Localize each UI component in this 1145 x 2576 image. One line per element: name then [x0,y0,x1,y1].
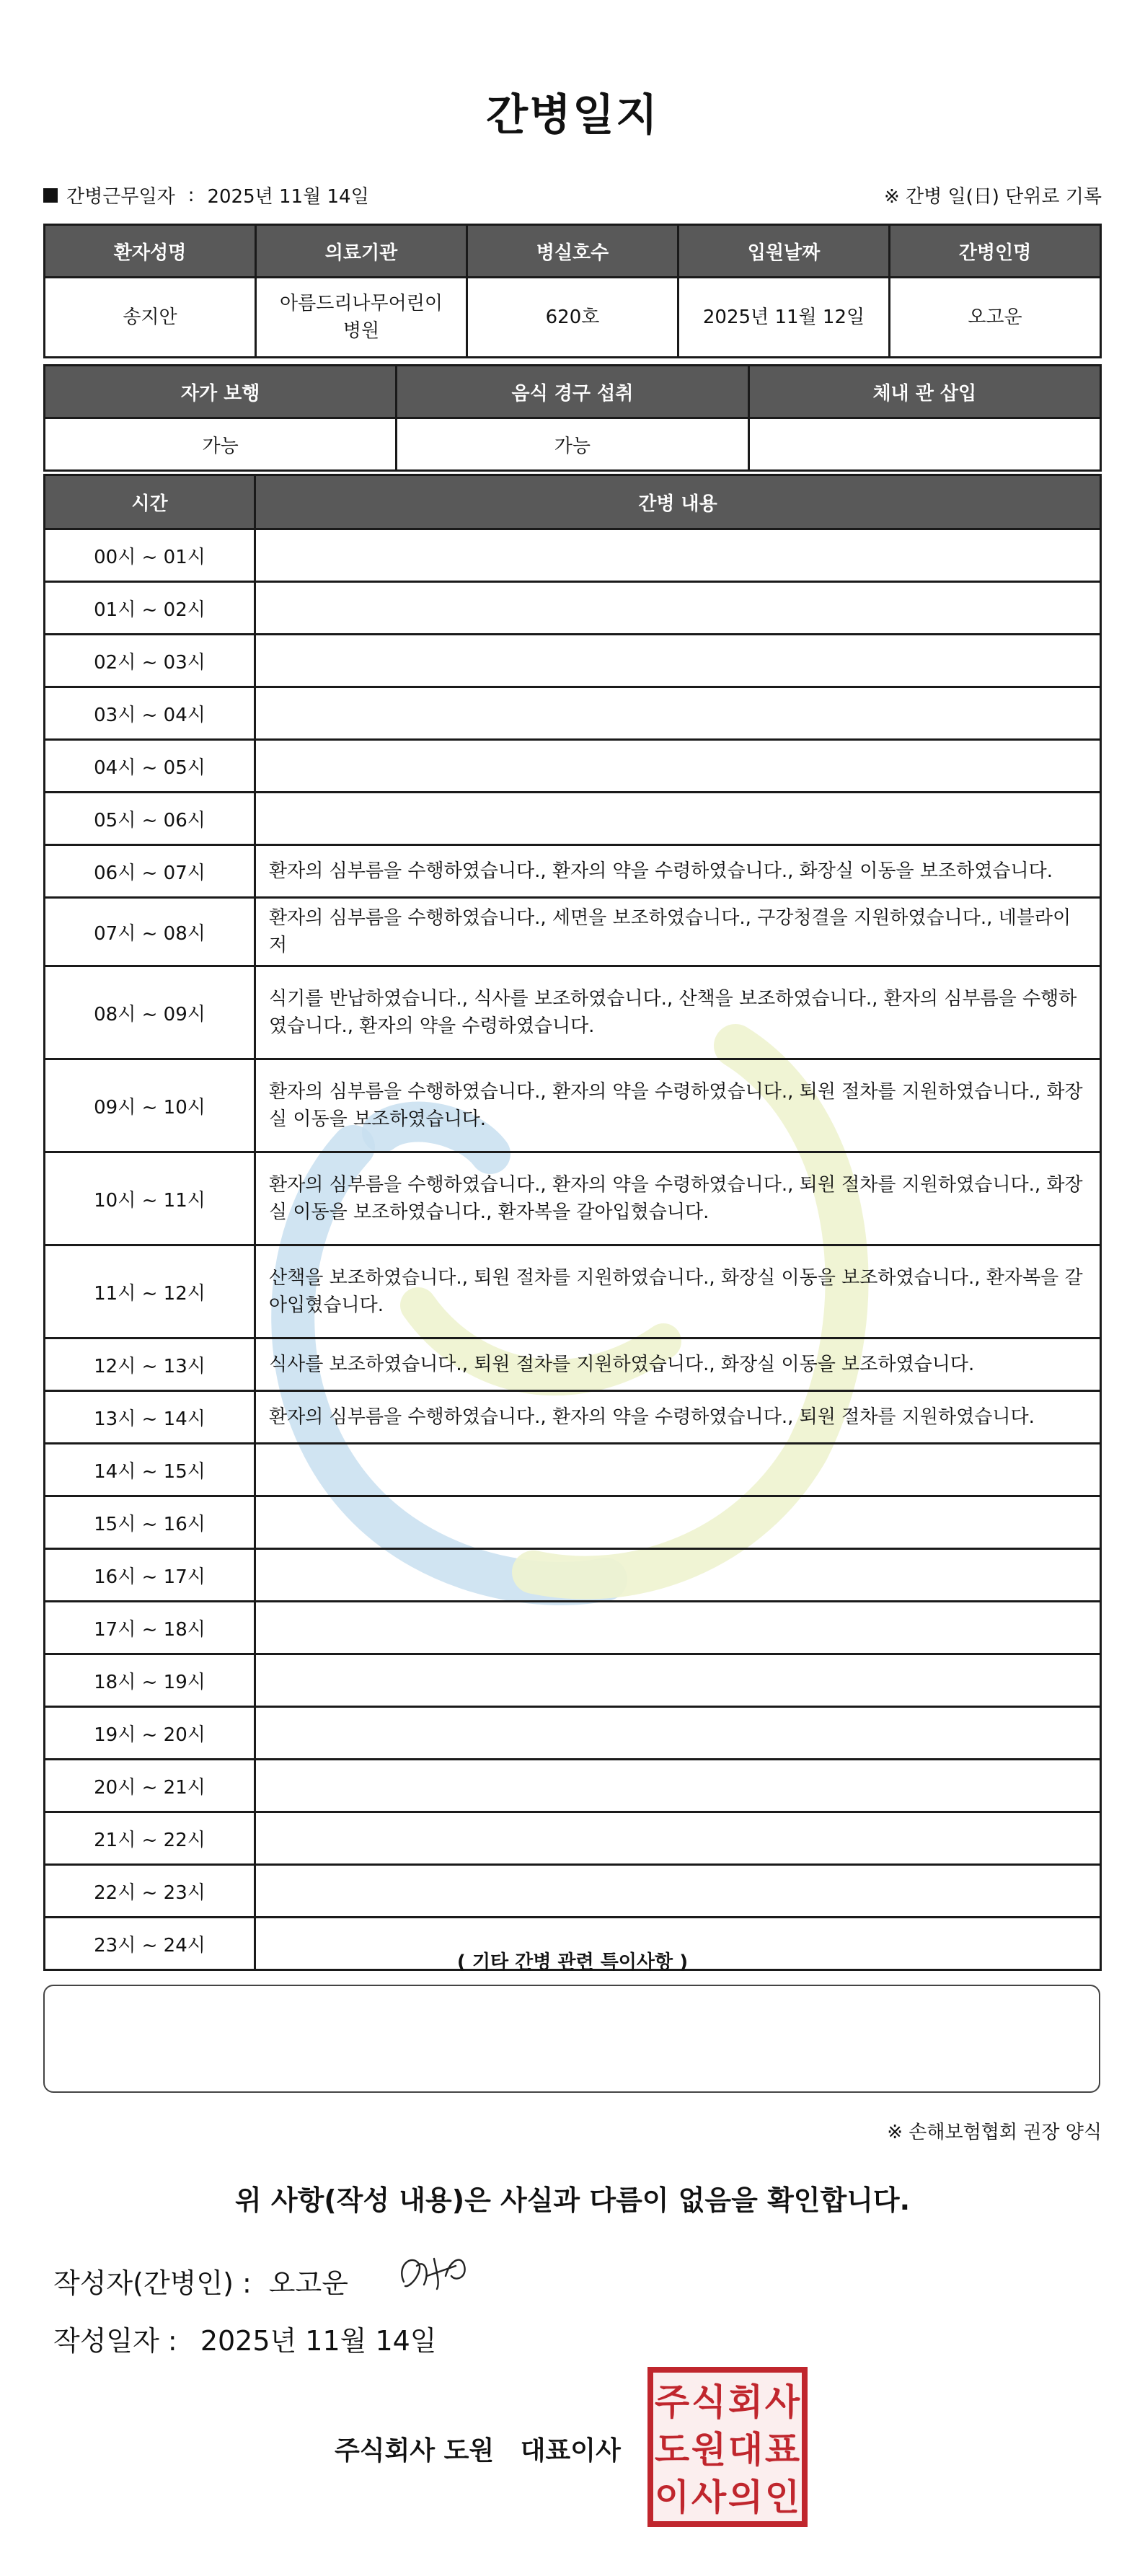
log-time-cell: 00시 ~ 01시 [45,529,255,582]
log-content-cell: 식기를 반납하였습니다., 식사를 보조하였습니다., 산책을 보조하였습니다., 환자의 심부름을 수행하였습니다., 환자의 약을 수령하였습니다. [255,966,1101,1059]
log-content-cell: 환자의 심부름을 수행하였습니다., 환자의 약을 수령하였습니다., 화장실 이동을 보조하였습니다. [255,845,1101,898]
table-row [45,1760,1101,1812]
table-row [45,1812,1101,1865]
log-content-cell [255,1812,1101,1865]
table-row [45,529,1101,582]
log-content-cell [255,635,1101,687]
table-row [45,1549,1101,1602]
log-time-cell: 06시 ~ 07시 [45,845,255,898]
table-row [45,793,1101,845]
log-content-cell [255,1707,1101,1760]
patient-status-table [43,364,1102,472]
hourly-care-log-table [43,474,1102,1971]
log-time-cell: 17시 ~ 18시 [45,1602,255,1654]
table-row [45,1654,1101,1707]
unit-note: ※ 간병 일(日) 단위로 기록 [883,186,1102,208]
seal-character: 이 [654,2476,690,2518]
log-content-cell: 환자의 심부름을 수행하였습니다., 환자의 약을 수령하였습니다., 퇴원 절차를 지원하였습니다., 화장실 이동을 보조하였습니다., 환자복을 갈아입혔습니다. [255,1152,1101,1245]
square-bullet-icon [43,188,58,203]
log-time-cell: 07시 ~ 08시 [45,898,255,966]
seal-character: 인 [764,2476,800,2518]
seal-character: 사 [691,2476,727,2518]
table-row [45,1152,1101,1245]
company-signature-line [335,2430,638,2467]
log-time-cell: 02시 ~ 03시 [45,635,255,687]
table-row [45,635,1101,687]
log-content-cell: 환자의 심부름을 수행하였습니다., 환자의 약을 수령하였습니다., 퇴원 절차를 지원하였습니다. [255,1391,1101,1444]
log-content-cell [255,1496,1101,1549]
table-row [45,1059,1101,1152]
header-oral-intake: 음식 경구 섭취 [397,366,748,418]
log-content-cell: 산책을 보조하였습니다., 퇴원 절차를 지원하였습니다., 화장실 이동을 보조하였습니다., 환자복을 갈아입혔습니다. [255,1245,1101,1338]
hospital-name: 아름드리나무어린이병원 [256,278,467,358]
header-walking: 자가 보행 [45,366,397,418]
header-admission-date: 입원날짜 [678,225,890,278]
work-date-line [43,182,369,208]
log-time-cell: 05시 ~ 06시 [45,793,255,845]
writer-name: 오고운 [268,2267,348,2299]
work-date-label: 간병근무일자 [66,186,175,208]
notes-title: ( 기타 간병 관련 특이사항 ) [456,1951,689,1973]
form-footnote: ※ 손해보험협회 권장 양식 [887,2122,1102,2143]
patient-info-table [43,224,1102,358]
log-content-cell [255,1760,1101,1812]
header-room-number: 병실호수 [467,225,678,278]
seal-character: 원 [691,2429,727,2471]
log-time-cell: 15시 ~ 16시 [45,1496,255,1549]
seal-character: 사 [764,2381,800,2423]
log-time-cell: 03시 ~ 04시 [45,687,255,740]
table-row [45,1444,1101,1496]
log-content-cell [255,529,1101,582]
written-date-label: 작성일자 : [53,2325,177,2357]
header-care-content: 간병 내용 [255,475,1101,529]
work-date-value: 2025년 11월 14일 [207,186,369,208]
log-content-cell: 환자의 심부름을 수행하였습니다., 환자의 약을 수령하였습니다., 퇴원 절차를 지원하였습니다., 화장실 이동을 보조하였습니다. [255,1059,1101,1152]
log-time-cell: 16시 ~ 17시 [45,1549,255,1602]
log-time-cell: 22시 ~ 23시 [45,1865,255,1918]
table-row [45,1338,1101,1391]
patient-name: 송지안 [45,278,256,358]
company-name: 주식회사 도원 [335,2436,495,2466]
seal-character: 회 [728,2381,764,2423]
seal-character: 식 [691,2381,727,2423]
log-content-cell: 식사를 보조하였습니다., 퇴원 절차를 지원하였습니다., 화장실 이동을 보조하였습니다. [255,1338,1101,1391]
log-table-body [45,529,1101,1970]
caregiver-name: 오고운 [890,278,1101,358]
walking-status: 가능 [45,418,397,471]
writer-label: 작성자(간병인) : [53,2267,252,2299]
log-time-cell: 11시 ~ 12시 [45,1245,255,1338]
oral-intake-status: 가능 [397,418,748,471]
tube-insertion-status [748,418,1100,471]
admission-date: 2025년 11월 12일 [678,278,890,358]
header-hospital: 의료기관 [256,225,467,278]
log-time-cell: 09시 ~ 10시 [45,1059,255,1152]
log-time-cell: 19시 ~ 20시 [45,1707,255,1760]
room-number: 620호 [467,278,678,358]
log-time-cell: 20시 ~ 21시 [45,1760,255,1812]
log-time-cell: 21시 ~ 22시 [45,1812,255,1865]
log-content-cell [255,1654,1101,1707]
table-row [45,1245,1101,1338]
writer-line [53,2261,348,2301]
handwritten-signature-icon [389,2244,483,2296]
table-row [45,740,1101,793]
table-row [45,1496,1101,1549]
log-content-cell [255,793,1101,845]
log-content-cell [255,1444,1101,1496]
log-time-cell: 10시 ~ 11시 [45,1152,255,1245]
table-row [45,845,1101,898]
table-row [45,1865,1101,1918]
log-time-cell: 01시 ~ 02시 [45,582,255,635]
header-tube-insertion: 체내 관 삽입 [748,366,1100,418]
seal-character: 도 [654,2429,690,2471]
header-patient-name: 환자성명 [45,225,256,278]
confirmation-statement: 위 사항(작성 내용)은 사실과 다름이 없음을 확인합니다. [234,2184,911,2216]
table-row [45,966,1101,1059]
log-time-cell: 12시 ~ 13시 [45,1338,255,1391]
company-role: 대표이사 [520,2436,621,2466]
table-row [45,1391,1101,1444]
log-time-cell: 13시 ~ 14시 [45,1391,255,1444]
log-content-cell [255,1602,1101,1654]
work-date-colon: : [187,184,195,206]
notes-box [43,1985,1100,2093]
written-date-line [53,2319,437,2358]
table-row [45,898,1101,966]
seal-character: 주 [654,2381,690,2423]
page-title: 간병일지 [486,90,659,141]
seal-character: 대 [728,2429,764,2471]
table-row [45,687,1101,740]
log-content-cell [255,740,1101,793]
log-content-cell [255,582,1101,635]
table-row [45,1707,1101,1760]
written-date-value: 2025년 11월 14일 [200,2325,437,2357]
log-content-cell: 환자의 심부름을 수행하였습니다., 세면을 보조하였습니다., 구강청결을 지원하였습니다., 네블라이저 [255,898,1101,966]
header-caregiver-name: 간병인명 [890,225,1101,278]
table-row [45,1602,1101,1654]
header-time: 시간 [45,475,255,529]
seal-character: 의 [728,2476,764,2518]
log-content-cell [255,1549,1101,1602]
log-time-cell: 18시 ~ 19시 [45,1654,255,1707]
log-content-cell [255,1865,1101,1918]
log-time-cell: 08시 ~ 09시 [45,966,255,1059]
log-time-cell: 04시 ~ 05시 [45,740,255,793]
company-seal-stamp-icon [647,2367,808,2527]
table-row [45,582,1101,635]
log-content-cell [255,687,1101,740]
log-time-cell: 14시 ~ 15시 [45,1444,255,1496]
log-time-cell: 23시 ~ 24시 [45,1918,255,1970]
seal-character: 표 [764,2429,800,2471]
